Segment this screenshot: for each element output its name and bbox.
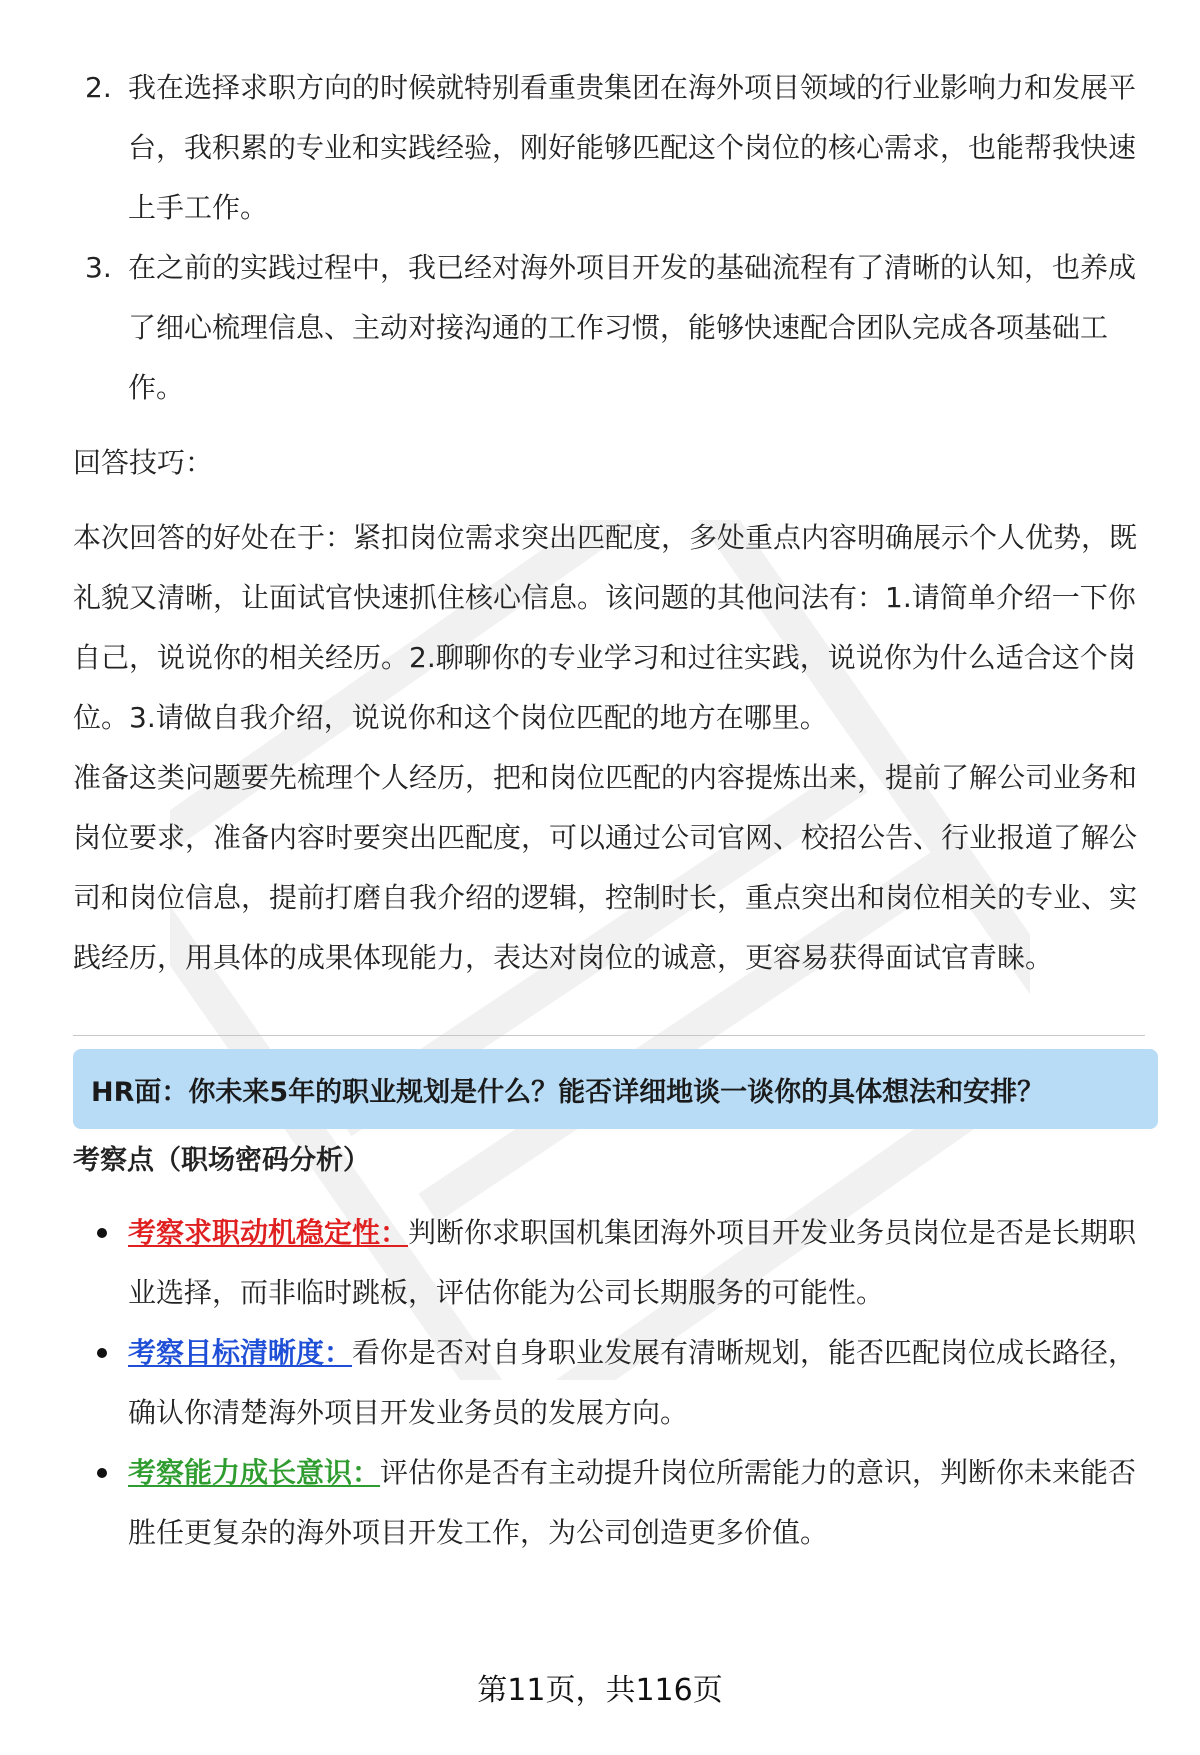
page-footer: 第11页，共116页: [477, 1673, 723, 1708]
list-item: [73, 58, 1145, 238]
bullet-text: 评估你是否有主动提升岗位所需能力的意识，判断你未来能否胜任更复杂的海外项目开发工作，为公司创造更多价值。: [128, 1456, 1137, 1549]
tips-paragraph: 准备这类问题要先梳理个人经历，把和岗位匹配的内容提炼出来，提前了解公司业务和岗位要求，准备内容时要突出匹配度，可以通过公司官网、校招公告、行业报道了解公司和岗位信息，提前打磨自我介绍的逻辑，控制时长，重点突出和岗位相关的专业、实践经历，用具体的成果体现能力，表达对岗位的诚意，更容易获得面试官青睐。: [73, 761, 1138, 974]
hr-question-text: HR面：你未来5年的职业规划是什么？能否详细地谈一谈你的具体想法和安排？: [91, 1076, 1045, 1108]
bullet-key: 考察目标清晰度：: [128, 1336, 353, 1369]
list-text: 我在选择求职方向的时候就特别看重贵集团在海外项目领域的行业影响力和发展平台，我积累的专业和实践经验，刚好能够匹配这个岗位的核心需求，也能帮我快速上手工作。: [128, 71, 1137, 224]
bullet-icon: [97, 1348, 107, 1358]
section-title: 考察点（职场密码分析）: [73, 1145, 370, 1176]
list-item: [73, 1203, 1145, 1323]
list-item: [73, 1443, 1145, 1563]
numbered-list: [73, 58, 1145, 418]
list-item: [73, 1323, 1145, 1443]
bullet-key: 考察求职动机稳定性：: [128, 1216, 409, 1249]
bullet-text: 看你是否对自身职业发展有清晰规划，能否匹配岗位成长路径，确认你清楚海外项目开发业务员的发展方向。: [128, 1336, 1137, 1429]
list-text: 在之前的实践过程中，我已经对海外项目开发的基础流程有了清晰的认知，也养成了细心梳理信息、主动对接沟通的工作习惯，能够快速配合团队完成各项基础工作。: [128, 251, 1137, 404]
tips-paragraph: 本次回答的好处在于：紧扣岗位需求突出匹配度，多处重点内容明确展示个人优势，既礼貌又清晰，让面试官快速抓住核心信息。该问题的其他问法有：1.请简单介绍一下你自己，说说你的相关经历。2.聊聊你的专业学习和过往实践，说说你为什么适合这个岗位。3.请做自我介绍，说说你和这个岗位匹配的地方在哪里。: [73, 521, 1138, 734]
section-divider: [73, 1035, 1145, 1036]
list-number: 3.: [85, 251, 112, 284]
hr-question-box: [73, 1049, 1158, 1129]
bullet-icon: [97, 1468, 107, 1478]
bullet-list: [73, 1203, 1145, 1563]
main-content: [73, 58, 1145, 1563]
tips-label: 回答技巧：: [73, 446, 214, 479]
bullet-icon: [97, 1228, 107, 1238]
list-item: [73, 238, 1145, 418]
list-number: 2.: [85, 71, 112, 104]
bullet-key: 考察能力成长意识：: [128, 1456, 381, 1489]
bullet-text: 判断你求职国机集团海外项目开发业务员岗位是否是长期职业选择，而非临时跳板，评估你能为公司长期服务的可能性。: [128, 1216, 1137, 1309]
